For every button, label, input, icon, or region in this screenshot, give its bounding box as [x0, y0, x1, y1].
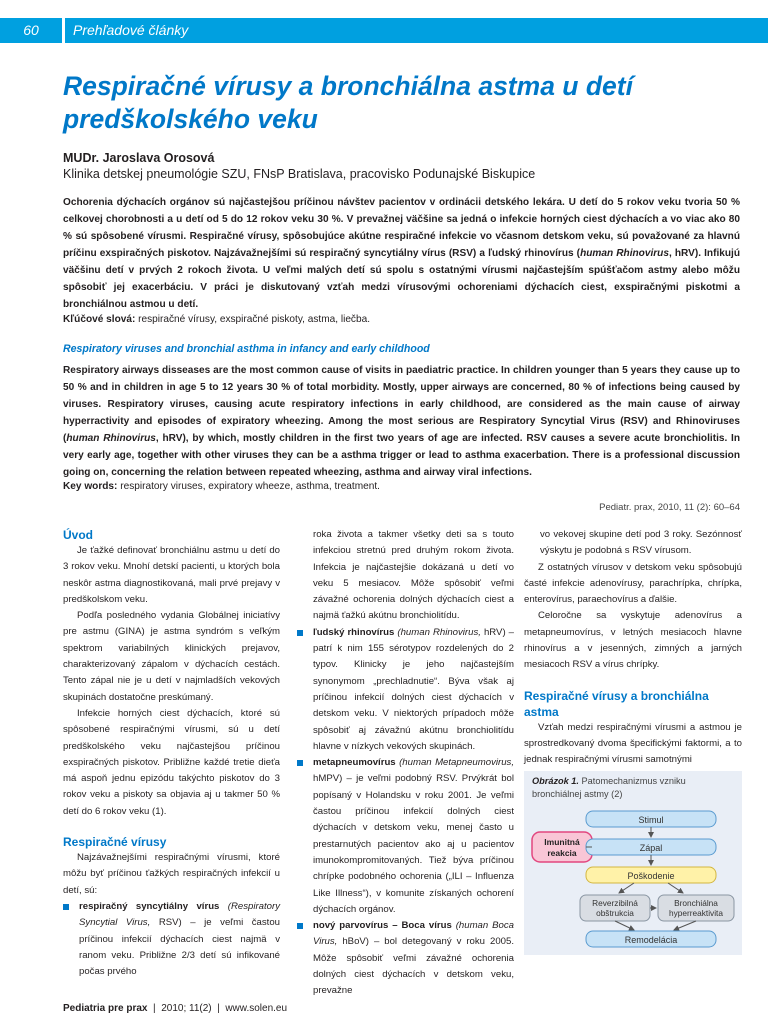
node-zapal-label: Zápal: [639, 843, 663, 853]
header-bar: [0, 18, 768, 43]
keywords-sk-text: respiračné vírusy, exspiračné piskoty, astma, liečba.: [138, 314, 371, 325]
col3-paragraph-2: Z ostatných vírusov v detskom veku spôsobujú časté infekcie adenovírusy, parachrípka, chrípka, enterovírus, paraechovírus a ďalšie.: [524, 561, 742, 606]
page-number: 60: [0, 18, 62, 43]
bullet-square-icon: [297, 923, 303, 929]
bullet-boca: [297, 918, 514, 999]
node-stimul-label: Stimul: [638, 815, 664, 825]
col3-paragraph-3: Celoročne sa vyskytuje adenovírus a metapneumovírus, v letných mesiacoch hlavne rhinovírus a v jesenných, zimných a jarných mesiacoch RSV a vírus chrípky.: [524, 610, 742, 671]
resp-paragraph-1: Najzávažnejšími respiračnými vírusmi, ktoré môžu byť príčinou ťažkých respiračných infekcií u detí, sú:: [63, 852, 280, 896]
boca-continued: vo vekovej skupine detí pod 3 roky. Sezónnosť výskytu je podobná s RSV vírusom.: [540, 529, 742, 557]
bullet-rsv-latin: (Respiratory Syncytial Virus,: [79, 900, 280, 929]
abstract-en-text: Respiratory airways disseases are the most common cause of visits in paediatric practice. In children younger than 5 years they cause up to 50 % and in children in age 5 to 12 years 30 % of total morbidity. Mostly, upper airways are concerned, 80 % of infections being caused by viruses. Respiratory viruses, causing acute respiratory infections in early childhood, are considered as the main cause of airway hyperractivity and episodes of expiratory wheezing. Among the most serious are Respiratory Syncytial Virus (RSV) and Rhinoviruses (: [63, 365, 740, 444]
abstract-sk-italic: human Rhinovirus: [580, 248, 669, 259]
bullet-hmpv: [297, 755, 514, 918]
arrow: [619, 883, 634, 893]
figure-label: Obrázok 1.: [532, 776, 579, 786]
keywords-sk: [63, 311, 740, 328]
bullet-hmpv-name: metapneumovírus: [313, 757, 396, 769]
author-name: MUDr. Jaroslava Orosová: [63, 151, 215, 165]
footer-journal: Pediatria pre prax: [63, 1003, 148, 1014]
arrow: [674, 921, 696, 930]
arrow: [668, 883, 683, 893]
bullet-boca-name: nový parvovírus – Boca vírus: [313, 920, 452, 932]
bullet-hmpv-latin: (human Metapneumovirus,: [399, 757, 514, 769]
abstract-en-heading: Respiratory viruses and bronchial asthma in infancy and early childhood: [63, 343, 430, 355]
node-bronchial-label-2: hyperreaktivita: [669, 908, 723, 918]
keywords-sk-label: Kľúčové slová:: [63, 314, 136, 325]
bullet-rsv: [63, 899, 280, 980]
intro-paragraph-1: Je ťažké definovať bronchiálnu astmu u detí do 3 rokov veku. Mnohí detskí pacienti, u ktorých bola neskôr astma diagnostikovaná, mali prvé prejavy v predškolskom veku.: [63, 545, 280, 605]
node-remodelacia-label: Remodelácia: [624, 935, 678, 945]
keywords-en-text: respiratory viruses, expiratory wheeze, asthma, treatment.: [120, 481, 380, 492]
intro-paragraph-3: Infekcie horných ciest dýchacích, ktoré sú spôsobené respiračnými vírusmi, sú u detí predškolského veku najčastejšou príčinou exspiračných piskotov. Približne každé tretie dieťa má aspoň jednu epizódu takýchto piskotov do 3 rokov veku a piskoty sa objavia aj u takmer 50 % detí do 6 rokov veku (1).: [63, 707, 280, 817]
bullet-square-icon: [297, 760, 303, 766]
abstract-en: [63, 362, 740, 481]
node-reversible-label-1: Reverzibilná: [592, 898, 638, 908]
bullet-hrv-latin: (human Rhinovirus,: [397, 626, 481, 638]
bullet-hrv-name: ľudský rhinovírus: [313, 626, 395, 638]
bullet-hrv-text: hRV) – patrí k nim 155 sérotypov rozdelených do 2 typov. Klinicky je jeho najčastejším synonymom „prechladnutie“. Bývа však aj príčinou infekcií dolných ciest dýchacích v detskom veku. V niektorých prípadoch môže spôsobiť aj závažnú akútnu bronchiolitídu hlavne v nízkych vekových skupinách.: [313, 626, 515, 752]
bullet-rsv-name: respiračný syncytiálny vírus: [79, 900, 220, 912]
article-title: Respiračné vírusy a bronchiálna astma u detí predškolského veku: [63, 71, 633, 134]
arrow: [615, 921, 634, 930]
node-immune-label-2: reakcia: [547, 848, 577, 858]
abstract-sk: [63, 194, 740, 313]
asthma-heading: Respiračné vírusy a bronchiálna astma: [524, 688, 709, 719]
abstract-en-text-2: , hRV), by which, mostly children in the first two years of age are infected. RSV causes a severe acute bronchiolitis. In very early age, together with other viruses they can be a asthma trigger or lead to asthma exacerbation. There is a professional discussion going on, concerning the relation between repeated wheezing, asthma and airway viral infections.: [63, 433, 740, 478]
figure-caption-text: Patomechanizmus vzniku bronchiálnej astmy (2): [532, 776, 686, 799]
bullet-boca-text: hBoV) – bol detegovaný v roku 2005. Môže spôsobiť veľmi závažné ochorenia dolných ciest dýchacích v detskom veku, prevažne: [313, 936, 514, 997]
figure-1: [524, 771, 742, 955]
column-3: [524, 527, 742, 769]
figure-diagram: [524, 771, 742, 955]
col3-paragraph-4: Vzťah medzi respiračnými vírusmi a astmou je sprostredkovaný dvoma špecifickými faktormi, a to jednak respiračnými vírusmi samotnými: [524, 721, 742, 766]
footer: Pediatria pre prax | 2010; 11(2) | www.solen.eu: [63, 1003, 288, 1014]
bullet-hmpv-text: hMPV) – je veľmi podobný RSV. Prvýkrát bol popísaný v Holandsku v roku 2001. Je veľmi častou príčinou infekcií dolných ciest dýchacích v detskom veku, menej často u prestarnutých pacientov ako aj u pacientov imunokompromitovaných. Tiež býva príčinou chrípke podobného ochorenia („ILI – Influenza Like Illness“), v komunite získaných ochorení dýchacích orgánov.: [313, 773, 514, 915]
resp-heading: Respiračné vírusy: [63, 835, 167, 850]
footer-url: www.solen.eu: [225, 1003, 288, 1014]
citation: Pediatr. prax, 2010, 11 (2): 60–64: [599, 502, 740, 513]
node-reversible-label-2: obštrukcia: [596, 908, 634, 918]
bullet-square-icon: [63, 904, 69, 910]
intro-heading: Úvod: [63, 528, 93, 542]
bullet-boca-latin: (human Boca Virus,: [313, 920, 515, 948]
abstract-sk-text-2: , hRV). Infikujú väčšinu detí v prvých 2 rokoch života. U veľmi malých detí sú spolu s ostatnými vírusmi najčastejším spúšťačom astmy alebo môžu spôsobiť jej exacerbáciu. V práci je diskutovaný vzťah medzi vírusovými ochoreniami dýchacích ciest, exspiračnými piskotmi a bronchiálnou astmou u detí.: [63, 248, 741, 310]
abstract-sk-text: Ochorenia dýchacích orgánov sú najčastejšou príčinou návštev pacientov v ordinácii detského lekára. U detí do 5 rokov veku tvoria 50 % celkovej chorobnosti a u detí od 5 do 12 rokov veku 30 %. V prevažnej väčšine sa jedná o infekcie horných ciest dýchacích a vo viac ako 80 % sú spôsobené vírusmi. Respiračné vírusy, spôsobujúce akútne respiračné infekcie vo včasnom detskom veku, sú považované za hlavnú príčinu exspiračných piskotov. Najzávažnejšími sú respiračný syncytiálny vírus (RSV) a ľudský rhinovírus (: [63, 197, 740, 259]
keywords-en: [63, 478, 740, 495]
rsv-continued: roka života a takmer všetky deti sa s touto infekciou stretnú pred druhým rokom života. Infekcia je najčastejšie dokázaná u detí vo veku 5 mesiacov. Môže spôsobiť veľmi závažné ochorenia dolných dýchacích ciest a najmä ťažkú akútnu bronchiolitídu.: [313, 529, 514, 622]
abstract-en-italic: human Rhinovirus: [66, 433, 156, 444]
node-bronchial-label-1: Bronchiálna: [674, 898, 718, 908]
bullet-square-icon: [297, 630, 303, 636]
bullet-hrv: [297, 625, 514, 755]
node-immune-label-1: Imunitná: [544, 837, 580, 847]
bullet-rsv-text: RSV) – je veľmi častou príčinou infekcií dýchacích ciest najmä v ranom veku. Približne 2/3 detí sú infikované počas prvého: [79, 917, 281, 978]
section-title: Prehľadové články: [65, 18, 768, 43]
intro-paragraph-2: Podľa posledného vydania Globálnej iniciatívy pre astmu (GINA) je astma syndróm s veľkým spektrom variabilných klinických prejavov, charakterizovaný zápalom v dýchacích cestách. Tento zápal nie je u detí v najmladších vekových skupinách dostatočne preskúmaný.: [63, 610, 280, 703]
column-1: [63, 527, 280, 980]
node-poskodenie-label: Poškodenie: [627, 871, 675, 881]
column-2: [297, 527, 514, 1000]
keywords-en-label: Key words:: [63, 481, 118, 492]
footer-issue: 2010; 11(2): [161, 1003, 212, 1014]
affiliation: Klinika detskej pneumológie SZU, FNsP Bratislava, pracovisko Podunajské Biskupice: [63, 167, 536, 181]
